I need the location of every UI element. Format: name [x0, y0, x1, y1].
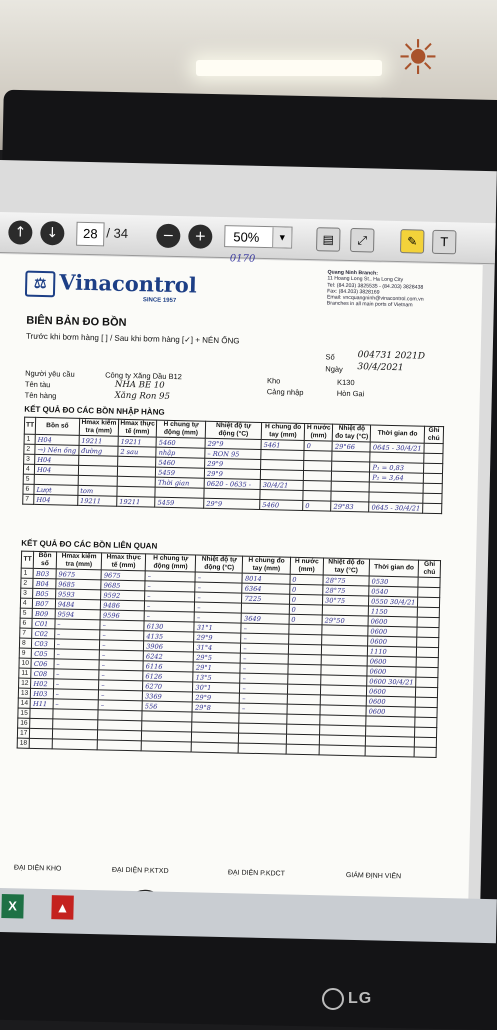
ngay-label: Ngày: [325, 364, 343, 374]
table-cell: 19211: [77, 495, 116, 506]
table-cell: đường: [79, 445, 118, 456]
table-cell: [303, 470, 331, 481]
table-cell: 8: [19, 638, 32, 648]
section-import-tanks: KẾT QUẢ ĐO CÁC BỒN NHẬP HÀNG: [24, 404, 165, 417]
table-cell: 3369: [142, 691, 192, 702]
column-header: Ghi chú: [418, 560, 440, 577]
table-cell: [418, 587, 440, 597]
table-cell: [424, 453, 443, 463]
table-cell: 4: [23, 464, 34, 474]
column-header: Bồn số: [35, 417, 79, 435]
table-cell: P₂ = 3,64: [370, 472, 424, 483]
table-cell: [30, 728, 53, 739]
table-cell: H04: [34, 494, 78, 505]
table-cell: –: [144, 611, 194, 622]
table-cell: 0550 30/4/21: [369, 596, 419, 607]
table-cell: 29°5: [194, 652, 241, 663]
table-cell: 30/4/21: [260, 479, 303, 490]
table-cell: [30, 708, 53, 719]
document-page: [0, 254, 483, 925]
table-cell: 5459: [156, 467, 205, 478]
table-cell: –: [195, 592, 242, 603]
table-cell: 18: [17, 738, 30, 748]
table-cell: –: [195, 582, 242, 593]
table-cell: nhập: [156, 447, 205, 458]
table-cell: [192, 742, 239, 753]
table-cell: [417, 617, 439, 627]
table-cell: [423, 503, 442, 513]
excel-icon[interactable]: X: [1, 894, 24, 918]
table-cell: 1110: [367, 646, 417, 657]
table-cell: 0600: [368, 626, 418, 637]
table-cell: 29°66: [332, 441, 370, 452]
table-cell: [141, 741, 191, 752]
table-cell: [415, 717, 437, 727]
table-cell: [303, 490, 331, 501]
table-cell: 13°5: [193, 672, 240, 683]
chevron-down-icon[interactable]: ▼: [272, 227, 291, 247]
table-cell: 28°75: [323, 575, 369, 586]
table-cell: [417, 637, 439, 647]
table-cell: –: [53, 689, 99, 700]
table-cell: 29°9: [205, 438, 261, 449]
column-header: Ghi chú: [424, 426, 443, 443]
table-cell: Lượt: [34, 484, 78, 495]
table-cell: [97, 740, 141, 751]
table-cell: B03: [33, 568, 56, 579]
column-header: H nước (mm): [304, 423, 333, 441]
brand-since: SINCE 1957: [142, 297, 177, 305]
column-header: TT: [21, 551, 34, 568]
table-cell: 9685: [101, 580, 145, 591]
table-cell: –: [100, 640, 144, 651]
branch-line: Quang Ninh Branch:: [327, 269, 379, 277]
port-value: Hòn Gai: [336, 388, 365, 399]
table-cell: –: [240, 673, 287, 684]
table-cell: –: [100, 620, 144, 631]
wall-decoration-icon: ☀: [396, 30, 440, 86]
table-cell: 31°4: [194, 642, 241, 653]
table-cell: 19211: [118, 436, 156, 447]
table-cell: –: [99, 660, 143, 671]
table-cell: 9484: [55, 599, 101, 610]
table-cell: [416, 677, 438, 687]
table-cell: 9593: [55, 589, 101, 600]
table-cell: –: [99, 670, 143, 681]
table-cell: [30, 718, 53, 729]
table-cell: 28°75: [323, 585, 369, 596]
table-cell: C05: [32, 648, 55, 659]
table-cell: [415, 707, 437, 717]
table-cell: [424, 463, 443, 473]
table-cell: 3649: [241, 613, 288, 624]
column-header: Nhiệt độ tự động (°C): [205, 421, 261, 439]
table-cell: –: [54, 649, 100, 660]
brand-logo: [25, 269, 197, 300]
table-cell: 4: [20, 598, 33, 608]
table-cell: 5461: [261, 440, 304, 451]
table-cell: 29°50: [322, 615, 368, 626]
branch-line: Tel: (84.203) 3825535 - (84.203) 3828438: [327, 282, 424, 291]
table-cell: [417, 647, 439, 657]
so-label: Số: [325, 352, 335, 362]
page-up-icon[interactable]: ↑: [8, 220, 33, 245]
so-value: 004731 2021D: [357, 350, 426, 362]
table-cell: 0600: [367, 666, 417, 677]
top-scribble: 0170: [229, 253, 256, 265]
table-cell: B05: [33, 588, 56, 599]
table-cell: 2 sau: [118, 446, 156, 457]
column-header: H chung tự động (mm): [156, 420, 205, 438]
table-cell: 6130: [144, 621, 194, 632]
table-cell: 0620 - 0635 -: [204, 478, 260, 489]
table-cell: 5459: [155, 497, 204, 508]
table-cell: 0600: [368, 636, 418, 647]
table-cell: [304, 460, 332, 471]
table-cell: [304, 450, 332, 461]
table-cell: –: [241, 653, 288, 664]
table-cell: – RON 95: [205, 448, 261, 459]
table-cell: [423, 473, 442, 483]
table-cell: 6364: [242, 583, 289, 594]
table-cell: –: [99, 680, 143, 691]
table-cell: [418, 597, 440, 607]
signature-label-kdct: ĐẠI DIỆN P.KDCT: [227, 869, 286, 878]
table-cell: 7: [23, 494, 34, 504]
table-cell: 3: [21, 588, 34, 598]
table-cell: 0: [290, 574, 324, 585]
table-cell: 4135: [144, 631, 194, 642]
table-cell: 9675: [101, 570, 145, 581]
table-cell: B07: [33, 598, 56, 609]
table-cell: –: [145, 581, 195, 592]
table-cell: Thời gian: [155, 477, 204, 488]
branch-line: 11 Hoang Long St., Ha Long City: [327, 275, 404, 284]
lg-logo-icon: [322, 988, 344, 1010]
table-cell: –: [240, 663, 287, 674]
table-cell: 9592: [101, 590, 145, 601]
comment-icon[interactable]: ✎: [400, 229, 425, 254]
table-cell: 0645 - 30/4/21: [370, 442, 424, 453]
fit-width-icon[interactable]: ⤢: [350, 228, 375, 253]
table-cell: [30, 738, 53, 749]
table-cell: 29°83: [331, 501, 369, 512]
requester-label: Người yêu cầu: [25, 368, 75, 379]
table-cell: 1: [21, 568, 34, 578]
table-cell: 2: [21, 578, 34, 588]
table-cell: 19211: [117, 496, 155, 507]
table-cell: 13: [18, 688, 31, 698]
table-cell: 9486: [101, 600, 145, 611]
depot-value: K130: [336, 377, 355, 388]
table-cell: –: [241, 643, 288, 654]
column-header: H nước (mm): [290, 557, 324, 575]
zoom-in-icon[interactable]: +: [188, 224, 213, 249]
table-cell: –: [240, 683, 287, 694]
table-cell: 12: [19, 678, 32, 688]
table-cell: 0530: [369, 576, 419, 587]
table-cell: 1: [24, 434, 35, 444]
branch-line: Email: vncquangninh@vinacontrol.com.vn: [326, 294, 424, 303]
zoom-select[interactable]: [224, 225, 292, 249]
table-cell: [416, 697, 438, 707]
table-cell: 0: [289, 614, 323, 625]
column-header: Hmax kiểm tra (mm): [56, 552, 102, 570]
table-cell: C08: [31, 668, 54, 679]
table-cell: –: [98, 700, 142, 711]
table-cell: –: [145, 571, 195, 582]
depot-label: Kho: [266, 376, 281, 386]
import-tanks-table: [22, 417, 444, 515]
table-cell: –: [55, 619, 101, 630]
table-cell: [416, 667, 438, 677]
table-cell: B04: [33, 578, 56, 589]
table-cell: [319, 745, 365, 756]
table-cell: 0600: [366, 706, 416, 717]
table-cell: 16: [18, 718, 31, 728]
table-cell: B09: [32, 608, 55, 619]
table-cell: 5460: [260, 499, 303, 510]
table-cell: –: [53, 699, 99, 710]
table-cell: [417, 627, 439, 637]
column-header: Hmax kiểm tra (mm): [79, 418, 119, 436]
table-cell: –: [241, 633, 288, 644]
table-cell: –: [241, 623, 288, 634]
column-header: H chung tự động (mm): [145, 554, 196, 572]
table-cell: –: [54, 629, 100, 640]
table-cell: 5460: [156, 457, 205, 468]
column-header: H chung đo tay (mm): [261, 423, 304, 441]
table-cell: 14: [18, 698, 31, 708]
table-cell: –: [194, 612, 241, 623]
table-cell: [418, 607, 440, 617]
column-header: Hmax thực tế (mm): [101, 553, 145, 571]
column-header: H chung đo tay (mm): [243, 556, 291, 574]
table-cell: H11: [30, 698, 53, 709]
table-cell: 5460: [156, 437, 205, 448]
table-cell: [365, 746, 415, 757]
column-header: Nhiệt độ đo tay (°C): [323, 558, 369, 576]
table-cell: 30°75: [322, 595, 368, 606]
table-cell: [52, 739, 98, 750]
signature-label-depot: ĐẠI DIỆN KHO: [13, 864, 62, 873]
table-cell: 29°1: [193, 662, 240, 673]
table-cell: [415, 727, 437, 737]
table-cell: 9675: [56, 569, 102, 580]
document-subtitle: Trước khi bơm hàng [ ] / Sau khi bơm hàng [✓] + NÉN ỐNG: [25, 331, 240, 346]
table-cell: –: [144, 601, 194, 612]
table-cell: –: [145, 591, 195, 602]
vessel-label: Tên tàu: [24, 379, 51, 390]
table-cell: 0540: [369, 586, 419, 597]
cargo-value: Xăng Ron 95: [114, 390, 171, 402]
table-cell: P₁ = 0,83: [370, 462, 424, 473]
table-cell: 6270: [143, 681, 193, 692]
zoom-value: 50%: [233, 229, 260, 245]
table-cell: 5: [23, 474, 34, 484]
table-cell: C02: [32, 628, 55, 639]
table-cell: tom: [78, 485, 117, 496]
table-cell: 6116: [143, 661, 193, 672]
related-tanks-table: [17, 551, 441, 758]
table-cell: H03: [31, 688, 54, 699]
page-total: / 34: [106, 225, 129, 241]
column-header: TT: [24, 417, 35, 434]
page-down-icon[interactable]: ↓: [40, 221, 65, 246]
table-cell: –: [53, 679, 99, 690]
table-cell: C03: [32, 638, 55, 649]
ceiling-lamp: [196, 60, 382, 76]
table-cell: 0600: [366, 686, 416, 697]
signature-label-ktxd: ĐẠI DIỆN P.KTXD: [111, 866, 169, 876]
table-cell: →) Nén ống: [35, 444, 79, 455]
brand-name: Vinacontrol: [58, 269, 198, 298]
column-header: Nhiệt độ tự động (°C): [196, 555, 243, 573]
table-cell: 6126: [143, 671, 193, 682]
table-cell: –: [239, 703, 286, 714]
column-header: Hmax thực tế (mm): [118, 419, 157, 437]
table-cell: 30°1: [193, 682, 240, 693]
table-cell: 17: [17, 728, 30, 738]
table-cell: 6: [23, 484, 34, 494]
branch-line: Branches in all main ports of Vietnam: [326, 300, 413, 309]
branch-line: Fax: (84.203) 3828169: [327, 288, 380, 296]
table-cell: H04: [35, 434, 79, 445]
table-cell: 9685: [56, 579, 102, 590]
table-cell: 0600: [368, 616, 418, 627]
table-cell: 29°8: [192, 702, 239, 713]
table-cell: 556: [142, 701, 192, 712]
table-cell: 11: [19, 668, 32, 678]
table-cell: –: [54, 669, 100, 680]
section-related-tanks: KẾT QUẢ ĐO CÁC BỒN LIÊN QUAN: [21, 538, 158, 551]
column-header: Thời gian đo: [369, 559, 419, 577]
table-cell: 7: [20, 628, 33, 638]
table-cell: 0600: [367, 656, 417, 667]
table-cell: 2: [24, 444, 35, 454]
table-cell: [424, 443, 443, 453]
table-cell: –: [99, 690, 143, 701]
table-cell: –: [240, 693, 287, 704]
monitor-brand: LG: [348, 990, 373, 1008]
table-cell: 7225: [242, 593, 289, 604]
table-cell: C01: [32, 618, 55, 629]
table-cell: 1150: [368, 606, 418, 617]
pdf-reader-icon[interactable]: ▲: [51, 895, 74, 919]
table-cell: [239, 743, 286, 754]
table-cell: C06: [31, 658, 54, 669]
table-cell: 0600: [366, 696, 416, 707]
table-cell: 19211: [79, 435, 118, 446]
table-cell: 0: [289, 594, 323, 605]
table-cell: 29°9: [204, 468, 260, 479]
table-cell: 10: [19, 658, 32, 668]
column-header: Bồn số: [34, 551, 57, 569]
table-cell: –: [100, 630, 144, 641]
column-header: Thời gian đo: [371, 425, 425, 443]
table-cell: [416, 657, 438, 667]
table-cell: 31°1: [194, 622, 241, 633]
table-cell: 29°9: [193, 692, 240, 703]
table-cell: 15: [18, 708, 31, 718]
requester-value: Công ty Xăng Dầu B12: [105, 370, 182, 382]
document-title: BIÊN BẢN ĐO BỒN: [26, 314, 127, 329]
table-cell: [414, 747, 436, 757]
table-cell: [416, 687, 438, 697]
table-cell: 9: [19, 648, 32, 658]
table-cell: 29°9: [204, 498, 260, 509]
table-cell: H04: [34, 464, 78, 475]
table-cell: [423, 493, 442, 503]
logo-emblem-icon: ⚖: [25, 270, 56, 297]
table-cell: 0: [289, 604, 323, 615]
table-cell: H02: [31, 678, 54, 689]
table-cell: 0600 30/4/21: [367, 676, 417, 687]
table-cell: 3: [24, 454, 35, 464]
branch-info: [327, 269, 478, 310]
table-cell: –: [54, 659, 100, 670]
table-cell: [418, 577, 440, 587]
table-cell: 0: [304, 440, 332, 451]
table-cell: 6: [20, 618, 33, 628]
table-cell: 8014: [242, 573, 289, 584]
cargo-label: Tên hàng: [24, 390, 57, 401]
table-cell: [303, 480, 331, 491]
table-cell: H04: [35, 454, 79, 465]
table-cell: 3906: [144, 641, 194, 652]
signature-label-inspector: GIÁM ĐỊNH VIÊN: [345, 872, 402, 881]
monitor-logo: [322, 988, 372, 1010]
page-number-input[interactable]: 28: [76, 222, 105, 247]
table-cell: 6242: [143, 651, 193, 662]
column-header: Nhiệt độ đo tay (°C): [333, 424, 371, 442]
table-cell: –: [54, 639, 100, 650]
zoom-out-icon[interactable]: −: [156, 224, 181, 249]
table-cell: –: [99, 650, 143, 661]
table-cell: [415, 737, 437, 747]
table-cell: 29°9: [194, 632, 241, 643]
table-cell: 29°9: [205, 458, 261, 469]
monitor-screen: [0, 160, 497, 941]
fit-page-icon[interactable]: ▤: [316, 227, 341, 252]
table-cell: 5: [20, 608, 33, 618]
sign-icon[interactable]: T: [432, 230, 457, 255]
table-cell: 9594: [55, 609, 101, 620]
table-cell: 0: [303, 500, 331, 511]
vessel-value: NHA BE 10: [114, 379, 165, 391]
table-cell: –: [195, 572, 242, 583]
table-cell: 9596: [100, 610, 144, 621]
table-cell: [286, 744, 320, 755]
table-cell: [423, 483, 442, 493]
port-label: Cảng nhập: [266, 387, 304, 397]
ngay-value: 30/4/2021: [357, 362, 404, 374]
table-cell: –: [195, 602, 242, 613]
table-cell: 0: [289, 584, 323, 595]
table-cell: 0645 - 30/4/21: [369, 502, 423, 513]
